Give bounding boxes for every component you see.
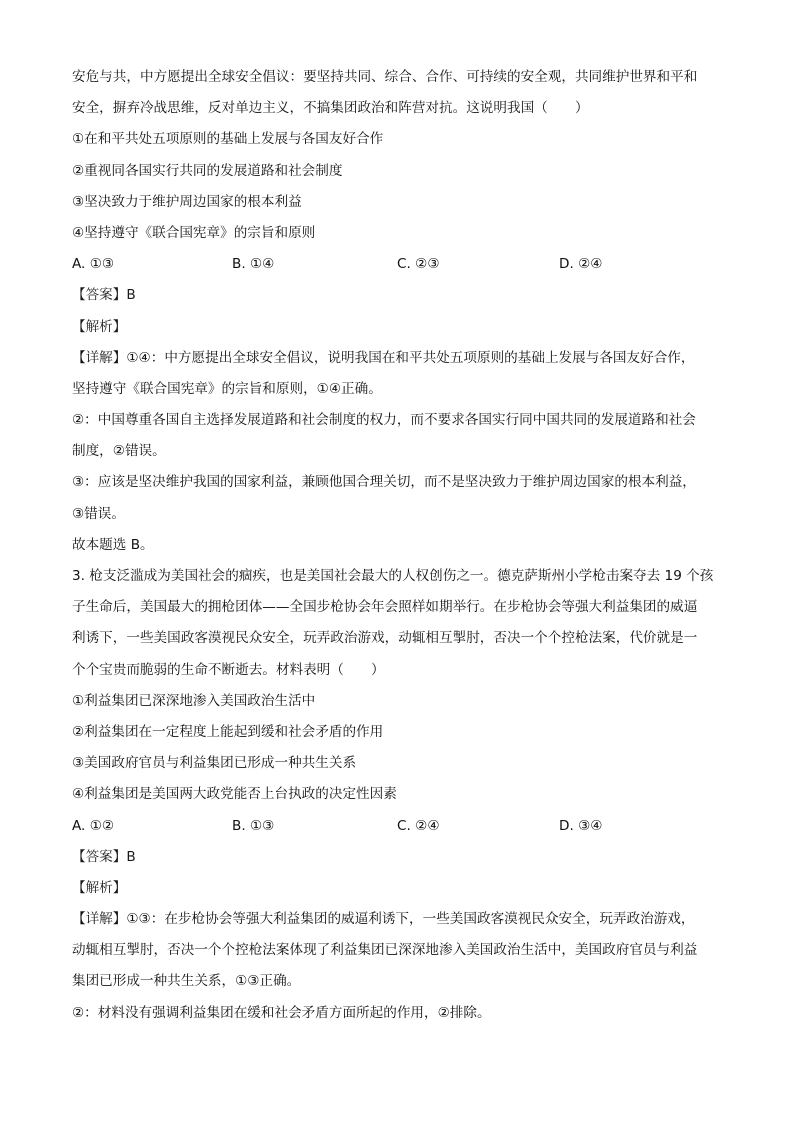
question-stem-line: 个个宝贵而脆弱的生命不断逝去。材料表明（ ） — [72, 661, 385, 678]
detail-line: ②：材料没有强调利益集团在缓和社会矛盾方面所起的作用，②排除。 — [72, 1004, 491, 1021]
question-3 — [72, 561, 728, 1029]
detail-line: 坚持遵守《联合国宪章》的宗旨和原则，①④正确。 — [72, 380, 382, 397]
answer-options — [72, 811, 728, 842]
option-d: D. ②④ — [559, 256, 603, 273]
option-b: B. ①③ — [232, 817, 275, 834]
statement-item: ③坚决致力于维护周边国家的根本利益 — [72, 193, 302, 210]
statement-item: ②重视同各国实行共同的发展道路和社会制度 — [72, 162, 343, 179]
answer-label: 【答案】B — [72, 287, 136, 304]
answer-label: 【答案】B — [72, 848, 136, 865]
option-a: A. ①③ — [72, 256, 115, 273]
question-stem-line: 安危与共，中方愿提出全球安全倡议：要坚持共同、综合、合作、可持续的安全观，共同维护世界和平和 — [72, 69, 698, 85]
question-stem-line: 3. 枪支泛滥成为美国社会的痼疾，也是美国社会最大的人权创伤之一。德克萨斯州小学枪击案夺去 19 个孩 — [72, 568, 714, 584]
document-page — [72, 62, 728, 1029]
detail-line: ③：应该是坚决维护我国的国家利益，兼顾他国合理关切，而不是坚决致力于维护周边国家的根本利益， — [72, 474, 696, 491]
option-d: D. ③④ — [559, 817, 603, 834]
detail-line: 集团已形成一种共生关系，①③正确。 — [72, 973, 301, 990]
analysis-label: 【解析】 — [72, 879, 127, 896]
detail-line: 【详解】①④：中方愿提出全球安全倡议，说明我国在和平共处五项原则的基础上发展与各国友好合作， — [72, 349, 695, 366]
statement-item: ④坚持遵守《联合国宪章》的宗旨和原则 — [72, 224, 316, 241]
statement-item: ①在和平共处五项原则的基础上发展与各国友好合作 — [72, 131, 384, 148]
detail-line: 动辄相互掣肘，否决一个个控枪法案体现了利益集团已深深地渗入美国政治生活中，美国政府官员与利益 — [72, 942, 698, 959]
analysis-label: 【解析】 — [72, 318, 127, 335]
question-stem-line: 安全，摒弃冷战思维，反对单边主义，不搞集团政治和阵营对抗。这说明我国（ ） — [72, 100, 589, 117]
statement-item: ④利益集团是美国两大政党能否上台执政的决定性因素 — [72, 786, 397, 803]
detail-line: ③错误。 — [72, 505, 125, 522]
option-b: B. ①④ — [232, 256, 275, 273]
statement-item: ①利益集团已深深地渗入美国政治生活中 — [72, 692, 316, 709]
detail-line: 制度，②错误。 — [72, 443, 166, 460]
question-stem-line: 子生命后，美国最大的拥枪团体——全国步枪协会年会照样如期举行。在步枪协会等强大利益集团的威逼 — [72, 599, 698, 616]
statement-item: ②利益集团在一定程度上能起到缓和社会矛盾的作用 — [72, 723, 384, 740]
option-a: A. ①② — [72, 817, 115, 834]
statement-item: ③美国政府官员与利益集团已形成一种共生关系 — [72, 755, 357, 772]
detail-line: ②：中国尊重各国自主选择发展道路和社会制度的权力，而不要求各国实行同中国共同的发展道路和社会 — [72, 412, 696, 429]
conclusion-line: 故本题选 B。 — [72, 536, 154, 553]
answer-options — [72, 249, 728, 280]
question-2 — [72, 62, 728, 561]
option-c: C. ②③ — [397, 256, 440, 273]
detail-line: 【详解】①③：在步枪协会等强大利益集团的威逼利诱下，一些美国政客漠视民众安全，玩弄政治游戏， — [72, 911, 695, 928]
question-stem-line: 利诱下，一些美国政客漠视民众安全，玩弄政治游戏，动辄相互掣肘，否决一个个控枪法案，代价就是一 — [72, 630, 698, 647]
option-c: C. ②④ — [397, 817, 440, 834]
